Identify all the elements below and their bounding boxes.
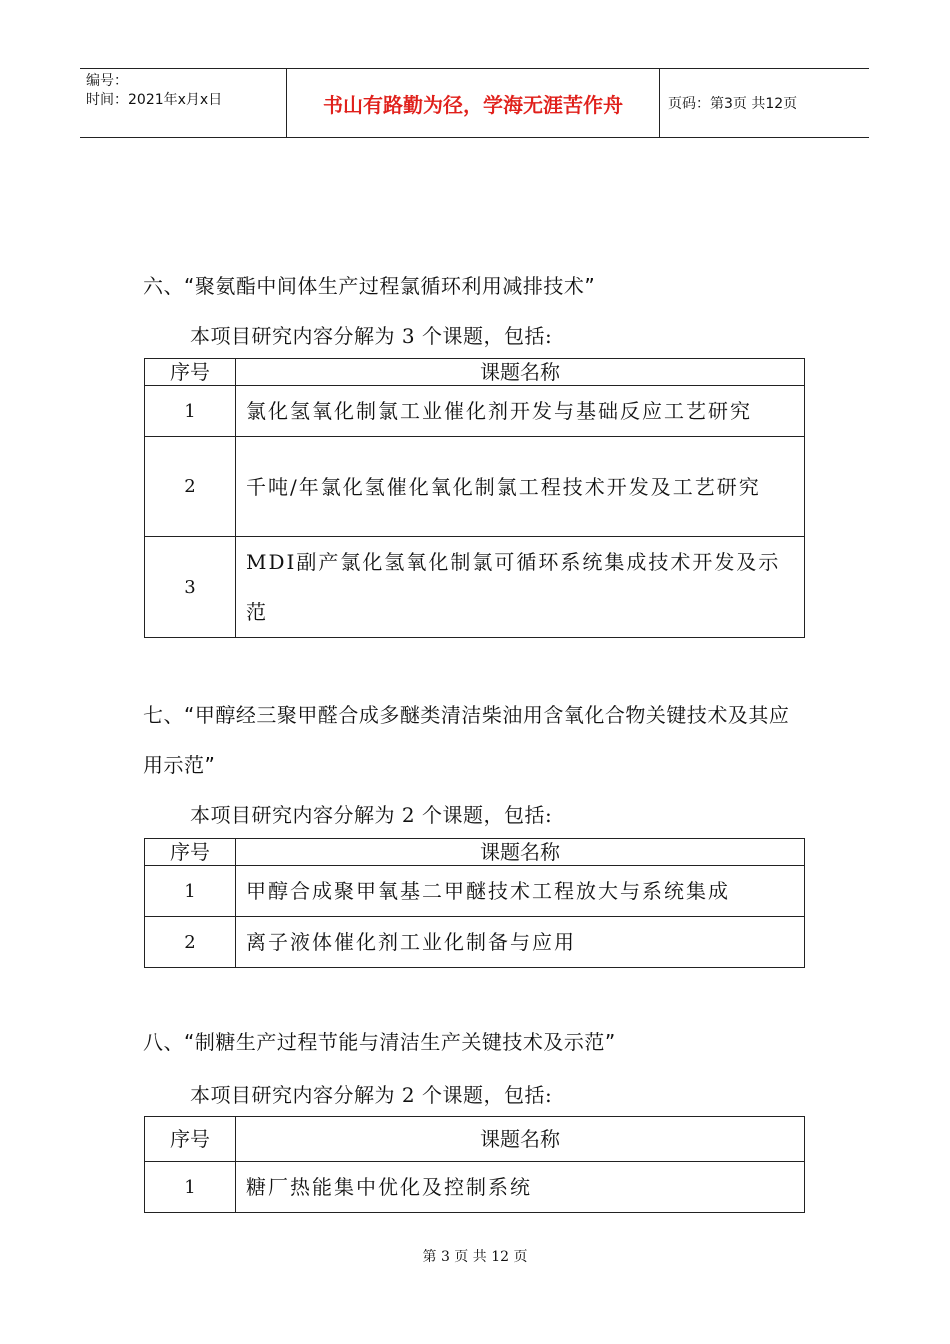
col-header-num: 序号 — [145, 1117, 236, 1162]
row-name: 氯化氢氧化制氯工业催化剂开发与基础反应工艺研究 — [236, 386, 805, 437]
topic-table — [144, 358, 805, 638]
topic-table — [144, 1116, 805, 1213]
col-header-name: 课题名称 — [236, 839, 805, 866]
row-name: 甲醇合成聚甲氧基二甲醚技术工程放大与系统集成 — [236, 866, 805, 917]
table-row — [145, 537, 805, 638]
section-intro: 本项目研究内容分解为 2 个课题，包括: — [190, 803, 553, 827]
row-name: MDI副产氯化氢氧化制氯可循环系统集成技术开发及示范 — [236, 537, 805, 638]
row-num: 2 — [145, 437, 236, 537]
section-intro: 本项目研究内容分解为 3 个课题，包括: — [190, 324, 553, 348]
date-label: 时间：2021年x月x日 — [86, 92, 223, 108]
row-name: 离子液体催化剂工业化制备与应用 — [236, 917, 805, 968]
page-footer: 第 3 页 共 12 页 — [422, 1249, 528, 1265]
table-row — [145, 386, 805, 437]
section-title: 六、“聚氨酯中间体生产过程氯循环利用减排技术” — [143, 274, 596, 298]
table-header-row — [145, 839, 805, 866]
row-num: 1 — [145, 386, 236, 437]
page-header — [80, 68, 869, 138]
row-name: 千吨/年氯化氢催化氧化制氯工程技术开发及工艺研究 — [236, 437, 805, 537]
header-meta — [80, 69, 287, 137]
col-header-num: 序号 — [145, 839, 236, 866]
table-header-row — [145, 1117, 805, 1162]
col-header-num: 序号 — [145, 359, 236, 386]
row-num: 1 — [145, 866, 236, 917]
section-intro: 本项目研究内容分解为 2 个课题，包括: — [190, 1083, 553, 1107]
col-header-name: 课题名称 — [236, 359, 805, 386]
code-label: 编号： — [86, 73, 128, 89]
table-header-row — [145, 359, 805, 386]
header-motto: 书山有路勤为径，学海无涯苦作舟 — [287, 69, 660, 137]
section-title: 八、“制糖生产过程节能与清洁生产关键技术及示范” — [143, 1030, 616, 1054]
row-name: 糖厂热能集中优化及控制系统 — [236, 1162, 805, 1213]
row-num: 3 — [145, 537, 236, 638]
table-row — [145, 1162, 805, 1213]
header-page-info: 页码：第3页 共12页 — [668, 96, 798, 112]
table-row — [145, 437, 805, 537]
row-num: 1 — [145, 1162, 236, 1213]
section-title: 七、“甲醇经三聚甲醛合成多醚类清洁柴油用含氧化合物关键技术及其应用示范” — [143, 703, 790, 777]
row-num: 2 — [145, 917, 236, 968]
table-row — [145, 866, 805, 917]
col-header-name: 课题名称 — [236, 1117, 805, 1162]
topic-table — [144, 838, 805, 968]
table-row — [145, 917, 805, 968]
